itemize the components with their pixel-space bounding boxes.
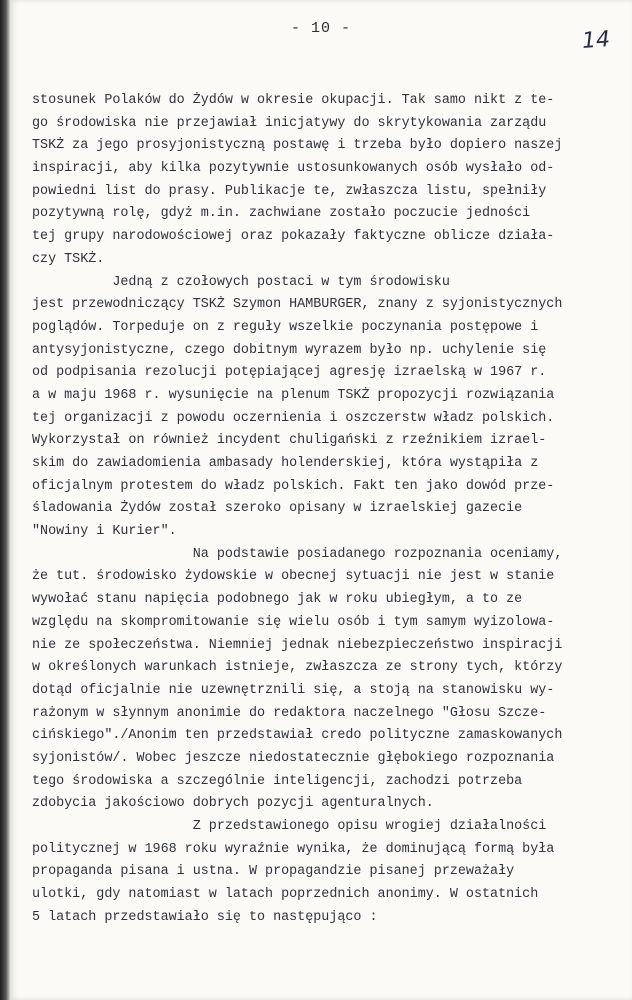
text-line: tej organizacji z powodu oczernienia i oszczerstw władz polskich. bbox=[32, 410, 555, 426]
text-line: że tut. środowisko żydowskie w obecnej sytuacji nie jest w stanie bbox=[32, 569, 555, 585]
text-line: syjonistów/. Wobec jeszcze niedostatecznie głębokiego rozpoznania bbox=[32, 750, 555, 766]
text-line: od podpisania rezolucji potępiającej agresję izraelską w 1967 r. bbox=[32, 365, 547, 381]
text-line: "Nowiny i Kurier". bbox=[32, 524, 177, 540]
text-line: śladowania Żydów został szeroko opisany w izraelskiej gazecie bbox=[32, 501, 523, 517]
text-line: w określonych warunkach istnieje, zwłaszcza ze strony tych, którzy bbox=[32, 660, 563, 676]
text-line: antysyjonistyczne, czego dobitnym wyrazem było np. uchylenie się bbox=[32, 342, 547, 358]
typewritten-body-text bbox=[32, 90, 632, 929]
text-line: rażonym w słynnym anonimie do redaktora naczelnego "Głosu Szcze- bbox=[32, 705, 547, 721]
text-line: skim do zawiadomienia ambasady holenderskiej, która wystąpiła z bbox=[32, 456, 539, 471]
text-line: względu na skompromitowanie się wielu osób i tym samym wyizolowa- bbox=[32, 614, 555, 630]
handwritten-folio-number: 14 bbox=[581, 27, 611, 54]
text-line: Jedną z czołowych postaci w tym środowisku bbox=[32, 274, 450, 290]
text-line: ulotki, gdy natomiast w latach poprzednich anonimy. W ostatnich bbox=[32, 887, 539, 903]
text-line: pozytywną rolę, gdyż m.in. zachwiane zostało poczucie jedności bbox=[32, 206, 531, 222]
text-line: czy TSKŻ. bbox=[32, 251, 105, 267]
text-line: powiedni list do prasy. Publikacje te, zwłaszcza listu, spełniły bbox=[32, 183, 547, 199]
text-line: wywołać stanu napięcia podobnego jak w roku ubiegłym, a to ze bbox=[32, 592, 523, 608]
page-binding-edge bbox=[0, 0, 10, 1000]
text-line: a w maju 1968 r. wysunięcie na plenum TSKŻ propozycji rozwiązania bbox=[32, 387, 555, 403]
text-line: Wykorzystał on również incydent chuligański z rzeźnikiem izrael- bbox=[32, 433, 547, 449]
text-line: cińskiego"./Anonim ten przedstawiał credo polityczne zamaskowanych bbox=[32, 728, 563, 744]
page-number: - 10 - bbox=[290, 20, 351, 37]
text-line: Na podstawie posiadanego rozpoznania oceniamy, bbox=[32, 546, 563, 562]
text-line: tego środowiska a szczególnie inteligencji, zachodzi potrzeba bbox=[32, 773, 523, 789]
text-line: go środowiska nie przejawiał inicjatywy do skrytykowania zarządu bbox=[32, 115, 547, 131]
text-line: 5 latach przedstawiało się to następująco : bbox=[32, 909, 378, 925]
text-line: politycznej w 1968 roku wyraźnie wynika, że dominującą formą była bbox=[32, 841, 555, 857]
text-line: Z przedstawionego opisu wrogiej działalności bbox=[32, 819, 547, 834]
document-page bbox=[10, 0, 632, 1000]
text-line: poglądów. Torpeduje on z reguły wszelkie poczynania postępowe i bbox=[32, 319, 539, 335]
text-line: jest przewodniczący TSKŻ Szymon HAMBURGER, znany z syjonistycznych bbox=[32, 297, 563, 313]
text-line: TSKŻ za jego prosyjonistyczną postawę i trzeba było dopiero naszej bbox=[32, 138, 563, 154]
text-line: nie ze społeczeństwa. Niemniej jednak niebezpieczeństwo inspiracji bbox=[32, 637, 563, 653]
text-line: oficjalnym protestem do władz polskich. Fakt ten jako dowód prze- bbox=[32, 478, 555, 494]
text-line: tej grupy narodowościowej oraz pokazały faktyczne oblicze działa- bbox=[32, 229, 555, 245]
text-line: inspiracji, aby kilka pozytywnie ustosunkowanych osób wysłało od- bbox=[32, 161, 555, 177]
text-line: stosunek Polaków do Żydów w okresie okupacji. Tak samo nikt z te- bbox=[32, 93, 555, 108]
text-line: zdobycia jakościowo dobrych pozycji agenturalnych. bbox=[32, 796, 434, 812]
text-line: dotąd oficjalnie nie uzewnętrznili się, a stoją na stanowisku wy- bbox=[32, 682, 555, 698]
text-line: propaganda pisana i ustna. W propagandzie pisanej przeważały bbox=[32, 864, 515, 880]
